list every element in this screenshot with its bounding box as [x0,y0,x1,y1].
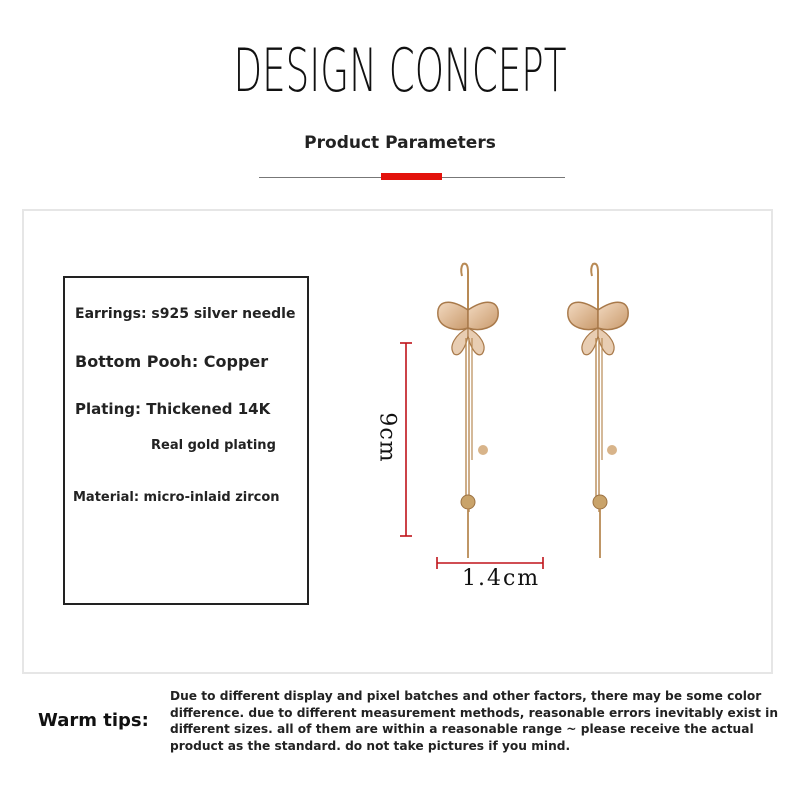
left-earring [438,264,498,558]
right-earring [568,264,628,558]
product-parameters-heading: Product Parameters [304,133,496,153]
warm-tips-label: Warm tips: [38,710,149,731]
param-bottom: Bottom Pooh: Copper [75,352,269,371]
parameters-box [63,276,309,605]
param-earrings: Earrings: s925 silver needle [75,306,296,322]
length-label: 9cm [374,412,400,463]
design-concept-title: DESIGN CONCEPT [233,36,567,106]
param-material: Material: micro-inlaid zircon [73,490,280,505]
warm-tips-text: Due to different display and pixel batches and other factors, there may be some color difference. due to different measurement methods, reasonable errors inevitably exist in different sizes. all of them are within a reasonable range ~ please receive the actual product as the standard. do not take pictures if you mind. [170,689,779,753]
width-label: 1.4cm [462,566,541,591]
length-dimension-line [400,343,412,536]
heading-accent-bar [381,173,442,180]
param-plating: Plating: Thickened 14K [75,400,271,418]
param-plating-note: Real gold plating [151,438,276,453]
